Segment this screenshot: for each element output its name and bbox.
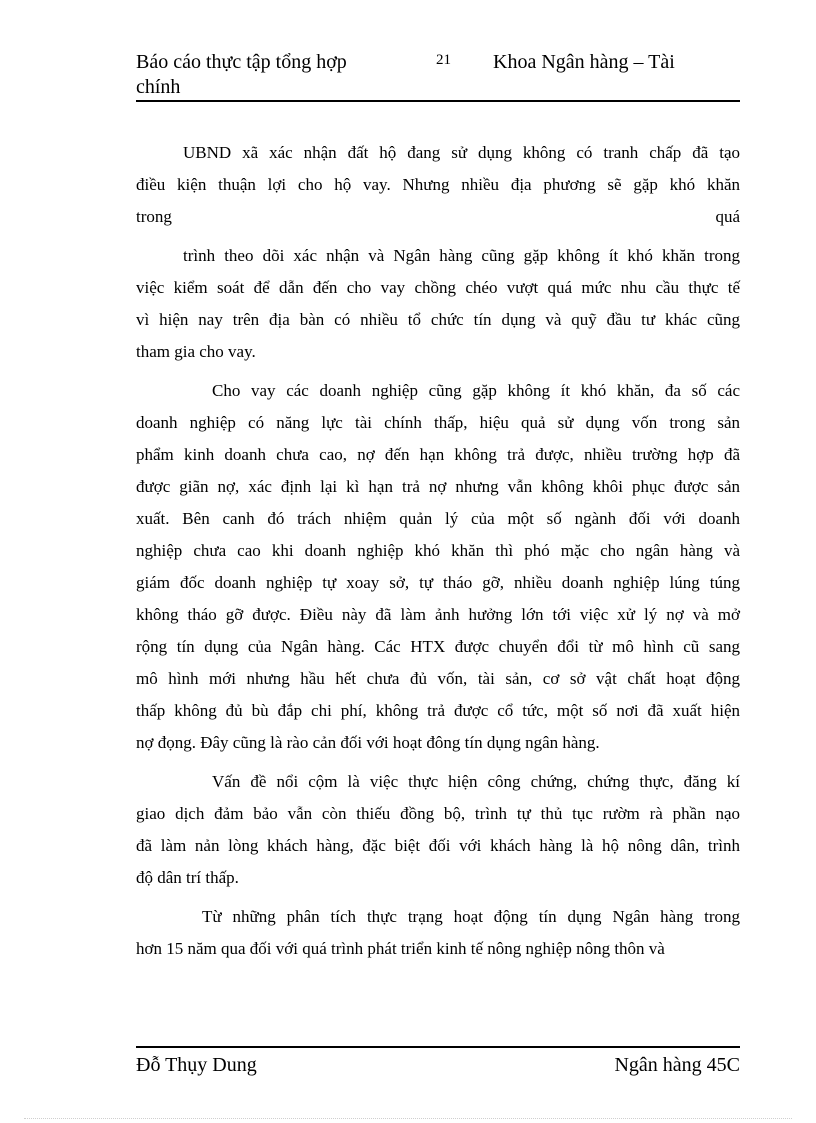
text-line: điều kiện thuận lợi cho hộ vay. Nhưng nhiều địa phương sẽ gặp khó khăn bbox=[136, 175, 740, 194]
paragraph-5 bbox=[136, 901, 740, 965]
paragraph-4 bbox=[136, 766, 740, 894]
header-faculty-title: Khoa Ngân hàng – Tài bbox=[493, 51, 675, 73]
text-line: giám đốc doanh nghiệp tự xoay sở, tự tháo gỡ, nhiều doanh nghiệp lúng túng bbox=[136, 573, 740, 592]
text-line: việc kiểm soát để dẫn đến cho vay chồng chéo vượt quá mức nhu cầu thực tế bbox=[136, 278, 740, 297]
text-line: vì hiện nay trên địa bàn có nhiều tổ chức tín dụng và quỹ đầu tư khác cũng bbox=[136, 310, 740, 329]
text-line: độ dân trí thấp. bbox=[136, 868, 239, 887]
text-line: trong quá bbox=[136, 207, 740, 226]
paragraph-3 bbox=[136, 375, 740, 759]
footer-class: Ngân hàng 45C bbox=[614, 1054, 740, 1076]
text-line: doanh nghiệp có năng lực tài chính thấp, hiệu quả sử dụng vốn trong sản bbox=[136, 413, 740, 432]
text-line: Vấn đề nổi cộm là việc thực hiện công chứng, chứng thực, đăng kí bbox=[212, 772, 740, 791]
text-line: xuất. Bên canh đó trách nhiệm quản lý của một số ngành đối với doanh bbox=[136, 509, 740, 528]
page-footer bbox=[136, 1046, 740, 1079]
text-line: Từ những phân tích thực trạng hoạt động tín dụng Ngân hàng trong bbox=[202, 907, 740, 926]
text-line: tham gia cho vay. bbox=[136, 342, 256, 361]
text-line: giao dịch đảm bảo vẫn còn thiếu đồng bộ, trình tự thủ tục rườm rà phần nạo bbox=[136, 804, 740, 823]
text-line: được giãn nợ, xác định lại kì hạn trả nợ nhưng vẫn không khôi phục được sản bbox=[136, 477, 740, 496]
text-line: UBND xã xác nhận đất hộ đang sử dụng không có tranh chấp đã tạo bbox=[183, 143, 740, 162]
paragraph-1 bbox=[136, 137, 740, 233]
text-line: Cho vay các doanh nghiệp cũng gặp không ít khó khăn, đa số các bbox=[212, 381, 740, 400]
footer-author: Đỗ Thụy Dung bbox=[136, 1054, 257, 1076]
text-line: nghiệp chưa cao khi doanh nghiệp khó khăn thì phó mặc cho ngân hàng và bbox=[136, 541, 740, 560]
text-line: rộng tín dụng của Ngân hàng. Các HTX được chuyển đổi từ mô hình cũ sang bbox=[136, 637, 740, 656]
page-header bbox=[136, 50, 740, 102]
page-number: 21 bbox=[436, 52, 451, 68]
paragraph-2 bbox=[136, 240, 740, 368]
text-line: mô hình mới nhưng hầu hết chưa đủ vốn, tài sản, cơ sở vật chất hoạt động bbox=[136, 669, 740, 688]
page-edge-divider bbox=[24, 1118, 792, 1119]
text-line: nợ đọng. Đây cũng là rào cản đối với hoạt đông tín dụng ngân hàng. bbox=[136, 733, 600, 752]
header-report-title: Báo cáo thực tập tổng hợp chính bbox=[136, 51, 347, 98]
text-line: không tháo gỡ được. Điều này đã làm ảnh hưởng lớn tới việc xử lý nợ và mở bbox=[136, 605, 740, 624]
text-line: đã làm nản lòng khách hàng, đặc biệt đối với khách hàng là hộ nông dân, trình bbox=[136, 836, 740, 855]
body-text bbox=[136, 137, 740, 965]
text-line: hơn 15 năm qua đối với quá trình phát triển kinh tế nông nghiệp nông thôn và bbox=[136, 939, 665, 958]
text-line: trình theo dõi xác nhận và Ngân hàng cũng gặp không ít khó khăn trong bbox=[183, 246, 740, 265]
text-line: thấp không đủ bù đắp chi phí, không trả được cổ tức, một số nơi đã xuất hiện bbox=[136, 701, 740, 720]
text-line: phẩm kinh doanh chưa cao, nợ đến hạn không trả được, nhiều trường hợp đã bbox=[136, 445, 740, 464]
